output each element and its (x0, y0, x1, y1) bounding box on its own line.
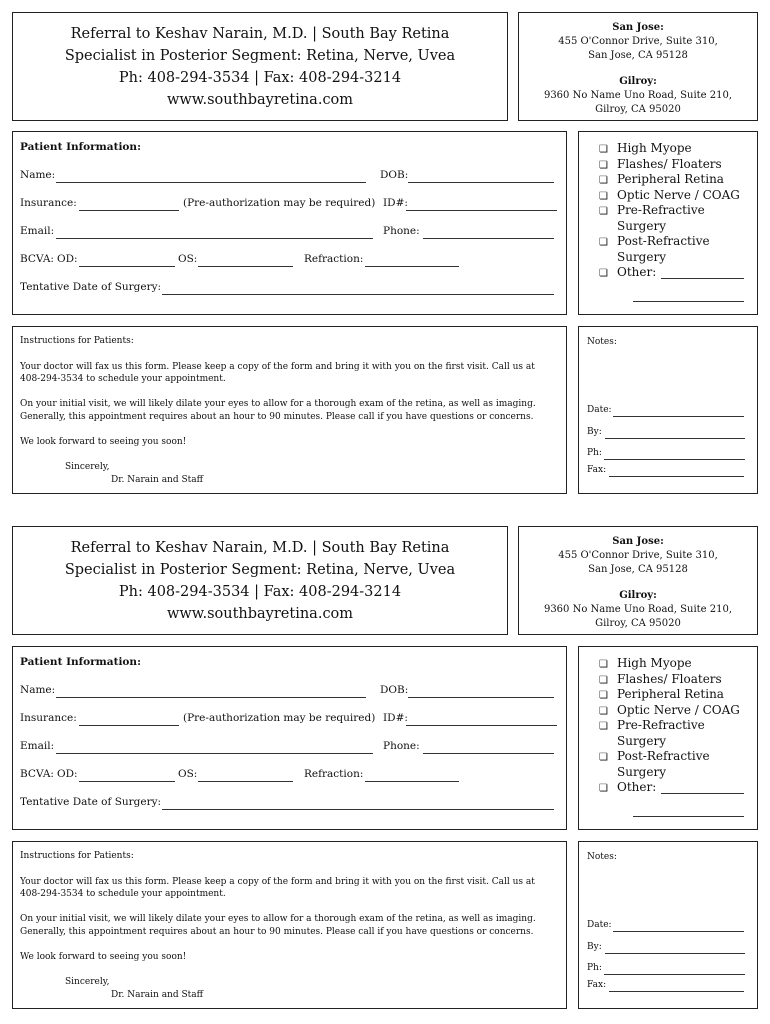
checkbox-icon[interactable]: ❏ (599, 674, 608, 686)
title-line-1: Referral to Keshav Narain, M.D. | South Bay Retina (70, 540, 450, 556)
dob-field[interactable] (408, 182, 554, 183)
condition-high-myope[interactable]: ❏ High Myope (599, 656, 692, 673)
notes-ph-label: Ph: (587, 963, 602, 973)
preauth-note: (Pre-authorization may be required) (183, 712, 376, 724)
os-label: OS: (178, 768, 198, 780)
checkbox-icon[interactable]: ❏ (599, 190, 608, 202)
instructions-header: Instructions for Patients: (20, 336, 134, 346)
id-label: ID#: (383, 712, 408, 724)
instructions-p3: We look forward to seeing you soon! (20, 437, 187, 447)
title-line-2: Specialist in Posterior Segment: Retina, Nerve, Uvea (64, 562, 456, 578)
title-line-4: www.southbayretina.com (166, 92, 354, 108)
instructions-box (12, 326, 567, 494)
notes-date-field[interactable] (613, 416, 744, 417)
gilroy-label: Gilroy: (619, 76, 657, 87)
id-label: ID#: (383, 197, 408, 209)
od-field[interactable] (79, 266, 175, 267)
condition-optic-nerve-coag[interactable]: ❏ Optic Nerve / COAG (599, 703, 740, 720)
insurance-label: Insurance: (20, 197, 77, 209)
locations-box (518, 526, 758, 635)
bcva-label: BCVA: (20, 253, 54, 265)
notes-box (578, 326, 758, 494)
patient-info-box (12, 646, 567, 830)
instructions-p3: We look forward to seeing you soon! (20, 952, 187, 962)
notes-header: Notes: (587, 852, 617, 862)
other-field-line-2[interactable] (633, 816, 744, 817)
os-field[interactable] (198, 266, 293, 267)
dob-label: DOB: (380, 169, 409, 181)
email-label: Email: (20, 740, 55, 752)
dob-field[interactable] (408, 697, 554, 698)
gilroy-address-2: Gilroy, CA 95020 (595, 618, 681, 629)
notes-date-label: Date: (587, 920, 612, 930)
instructions-p1-line1: Your doctor will fax us this form. Please keep a copy of the form and bring it with you on the first visit. Call us at (20, 362, 535, 372)
insurance-field[interactable] (79, 725, 179, 726)
notes-header: Notes: (587, 337, 617, 347)
gilroy-address-1: 9360 No Name Uno Road, Suite 210, (543, 604, 733, 615)
os-label: OS: (178, 253, 198, 265)
conditions-box (578, 131, 758, 315)
checkbox-icon[interactable]: ❏ (599, 721, 608, 732)
checkbox-icon[interactable]: ❏ (599, 752, 608, 763)
od-field[interactable] (79, 781, 175, 782)
title-line-1: Referral to Keshav Narain, M.D. | South Bay Retina (70, 26, 450, 42)
dob-label: DOB: (380, 684, 409, 696)
name-field[interactable] (56, 182, 366, 183)
instructions-p2-line1: On your initial visit, we will likely dilate your eyes to allow for a thorough exam of the retina, as well as imaging. (20, 399, 536, 409)
condition-post-refractive[interactable]: ❏ Post-Refractive (599, 234, 710, 251)
gilroy-label: Gilroy: (619, 590, 657, 601)
surgery-date-field[interactable] (162, 294, 554, 295)
instructions-p2-line1: On your initial visit, we will likely dilate your eyes to allow for a thorough exam of the retina, as well as imaging. (20, 914, 536, 924)
sincerely: Sincerely, (65, 977, 110, 987)
refraction-label: Refraction: (304, 768, 364, 780)
surgery-date-field[interactable] (162, 809, 554, 810)
instructions-p1-line1: Your doctor will fax us this form. Please keep a copy of the form and bring it with you on the first visit. Call us at (20, 877, 535, 887)
notes-ph-field[interactable] (604, 974, 745, 975)
title-line-3: Ph: 408-294-3534 | Fax: 408-294-3214 (118, 70, 402, 86)
patient-info-header: Patient Information: (20, 141, 141, 153)
condition-peripheral-retina[interactable]: ❏ Peripheral Retina (599, 172, 724, 189)
instructions-p1-line2: 408-294-3534 to schedule your appointment. (20, 889, 226, 899)
title-box (12, 12, 508, 121)
notes-by-label: By: (587, 942, 602, 952)
instructions-p2-line2: Generally, this appointment requires about an hour to 90 minutes. Please call if you have questions or concerns. (20, 412, 534, 422)
gilroy-address-1: 9360 No Name Uno Road, Suite 210, (543, 90, 733, 101)
checkbox-icon[interactable]: ❏ (599, 237, 608, 248)
notes-fax-label: Fax: (587, 980, 607, 990)
checkbox-icon[interactable]: ❏ (599, 144, 608, 155)
insurance-label: Insurance: (20, 712, 77, 724)
condition-pre-refractive-surgery: Surgery (617, 218, 666, 233)
patient-info-header: Patient Information: (20, 656, 141, 668)
notes-ph-field[interactable] (604, 459, 745, 460)
bcva-label: BCVA: (20, 768, 54, 780)
checkbox-icon[interactable]: ❏ (599, 206, 608, 217)
refraction-field[interactable] (365, 266, 459, 267)
email-field[interactable] (56, 238, 373, 239)
condition-pre-refractive[interactable]: ❏ Pre-Refractive (599, 203, 705, 220)
other-field-line-2[interactable] (633, 301, 744, 302)
condition-pre-refractive[interactable]: ❏ Pre-Refractive (599, 718, 705, 735)
id-field[interactable] (406, 725, 557, 726)
condition-flashes-floaters[interactable]: ❏ Flashes/ Floaters (599, 672, 722, 689)
checkbox-icon[interactable]: ❏ (599, 783, 608, 794)
signoff: Dr. Narain and Staff (111, 475, 204, 485)
instructions-box (12, 841, 567, 1009)
condition-flashes-floaters[interactable]: ❏ Flashes/ Floaters (599, 157, 722, 174)
sincerely: Sincerely, (65, 462, 110, 472)
surgery-date-label: Tentative Date of Surgery: (20, 796, 162, 808)
surgery-date-label: Tentative Date of Surgery: (20, 281, 162, 293)
notes-by-field[interactable] (605, 438, 745, 439)
locations-box (518, 12, 758, 121)
condition-pre-refractive-surgery: Surgery (617, 733, 666, 748)
san-jose-label: San Jose: (612, 536, 664, 547)
od-label: OD: (57, 768, 78, 780)
checkbox-icon[interactable]: ❏ (599, 175, 608, 186)
instructions-p2-line2: Generally, this appointment requires about an hour to 90 minutes. Please call if you have questions or concerns. (20, 927, 534, 937)
instructions-p1-line2: 408-294-3534 to schedule your appointment. (20, 374, 226, 384)
san-jose-address-1: 455 O'Connor Drive, Suite 310, (558, 36, 718, 47)
preauth-note: (Pre-authorization may be required) (183, 197, 376, 209)
notes-date-field[interactable] (613, 931, 744, 932)
notes-date-label: Date: (587, 405, 612, 415)
condition-high-myope[interactable]: ❏ High Myope (599, 141, 692, 158)
condition-post-refractive-surgery: Surgery (617, 764, 666, 779)
condition-other[interactable]: ❏ Other: (599, 780, 656, 797)
notes-by-label: By: (587, 427, 602, 437)
os-field[interactable] (198, 781, 293, 782)
checkbox-icon[interactable]: ❏ (599, 705, 608, 717)
san-jose-address-2: San Jose, CA 95128 (588, 564, 688, 575)
refraction-label: Refraction: (304, 253, 364, 265)
other-field[interactable] (661, 793, 744, 794)
notes-fax-label: Fax: (587, 465, 607, 475)
title-line-2: Specialist in Posterior Segment: Retina, Nerve, Uvea (64, 48, 456, 64)
email-field[interactable] (56, 753, 373, 754)
phone-field[interactable] (423, 238, 554, 239)
phone-field[interactable] (423, 753, 554, 754)
checkbox-icon[interactable]: ❏ (599, 159, 608, 171)
phone-label: Phone: (383, 225, 420, 237)
checkbox-icon[interactable]: ❏ (599, 690, 608, 701)
name-label: Name: (20, 169, 56, 181)
notes-box (578, 841, 758, 1009)
title-line-4: www.southbayretina.com (166, 606, 354, 622)
checkbox-icon[interactable]: ❏ (599, 659, 608, 670)
instructions-header: Instructions for Patients: (20, 851, 134, 861)
gilroy-address-2: Gilroy, CA 95020 (595, 104, 681, 115)
insurance-field[interactable] (79, 210, 179, 211)
notes-fax-field[interactable] (609, 476, 744, 477)
name-label: Name: (20, 684, 56, 696)
checkbox-icon[interactable]: ❏ (599, 268, 608, 279)
title-box (12, 526, 508, 635)
signoff: Dr. Narain and Staff (111, 990, 204, 1000)
condition-post-refractive-surgery: Surgery (617, 249, 666, 264)
od-label: OD: (57, 253, 78, 265)
condition-other[interactable]: ❏ Other: (599, 265, 656, 282)
condition-optic-nerve-coag[interactable]: ❏ Optic Nerve / COAG (599, 188, 740, 205)
title-line-3: Ph: 408-294-3534 | Fax: 408-294-3214 (118, 584, 402, 600)
conditions-box (578, 646, 758, 830)
condition-post-refractive[interactable]: ❏ Post-Refractive (599, 749, 710, 766)
notes-ph-label: Ph: (587, 448, 602, 458)
notes-by-field[interactable] (605, 953, 745, 954)
condition-peripheral-retina[interactable]: ❏ Peripheral Retina (599, 687, 724, 704)
id-field[interactable] (406, 210, 557, 211)
san-jose-label: San Jose: (612, 22, 664, 33)
san-jose-address-2: San Jose, CA 95128 (588, 50, 688, 61)
name-field[interactable] (56, 697, 366, 698)
patient-info-box (12, 131, 567, 315)
san-jose-address-1: 455 O'Connor Drive, Suite 310, (558, 550, 718, 561)
phone-label: Phone: (383, 740, 420, 752)
email-label: Email: (20, 225, 55, 237)
notes-fax-field[interactable] (609, 991, 744, 992)
other-field[interactable] (661, 278, 744, 279)
refraction-field[interactable] (365, 781, 459, 782)
